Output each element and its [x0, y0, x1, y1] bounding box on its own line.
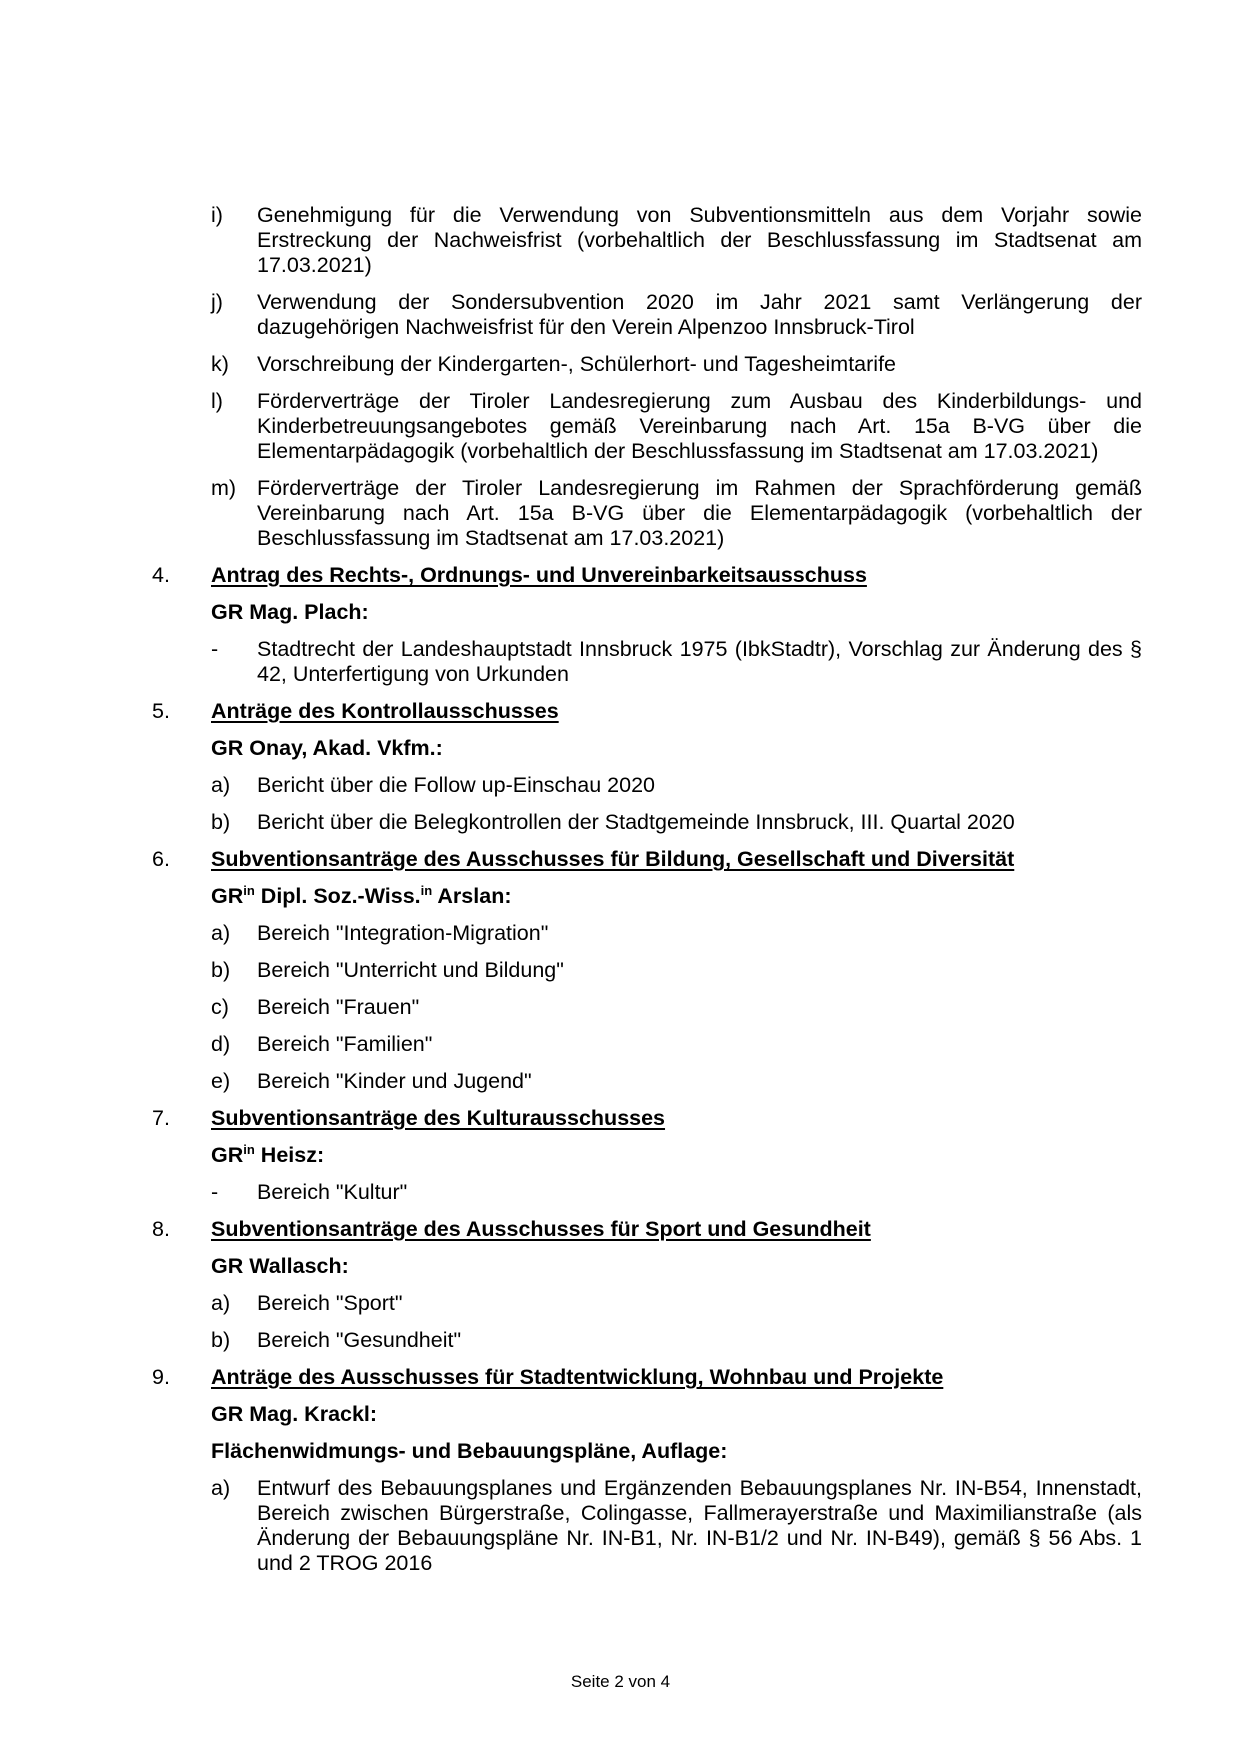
page-number: Seite 2 von 4: [570, 1672, 671, 1691]
item-text: Förderverträge der Tiroler Landesregierung zum Ausbau des Kinderbildungs- und Kinderbetreuungsangebotes gemäß Vereinbarung nach Art. 15a B-VG über die Elementarpädagogik (vorbehaltlich der Beschlussfassung im Stadtsenat am 17.03.2021): [257, 389, 1142, 463]
section-number: 8.: [152, 1217, 170, 1241]
item-label: b): [211, 958, 231, 982]
list-item: [211, 773, 1142, 798]
list-item: [211, 921, 1142, 946]
reporter-name: Arslan:: [432, 884, 512, 908]
reporter: GR Onay, Akad. Vkfm.:: [211, 736, 443, 760]
list-item: [211, 389, 1142, 464]
item-label: k): [211, 352, 229, 376]
section-title: Subventionsanträge des Ausschusses für Sport und Gesundheit: [211, 1217, 871, 1241]
item-text: Bereich "Familien": [257, 1032, 433, 1056]
reporter-superscript: in: [420, 882, 433, 898]
list-item: [211, 1476, 1142, 1576]
section-number: 5.: [152, 699, 170, 723]
reporter-degree: Dipl. Soz.-Wiss.: [254, 884, 421, 908]
section-title: Subventionsanträge des Ausschusses für Bildung, Gesellschaft und Diversität: [211, 847, 1015, 871]
item-label: a): [211, 921, 231, 945]
list-item: [211, 1291, 1142, 1316]
section-title: Antrag des Rechts-, Ordnungs- und Unvereinbarkeitsausschuss: [211, 563, 867, 587]
list-item: [211, 1328, 1142, 1353]
item-text: Förderverträge der Tiroler Landesregierung im Rahmen der Sprachförderung gemäß Vereinbarung nach Art. 15a B-VG über die Elementarpädagogik (vorbehaltlich der Beschlussfassung im Stadtsenat am 17.03.2021): [257, 476, 1142, 550]
reporter-title: GR: [211, 884, 244, 908]
item-text: Genehmigung für die Verwendung von Subventionsmitteln aus dem Vorjahr sowie Erstreckung der Nachweisfrist (vorbehaltlich der Beschlussfassung im Stadtsenat am 17.03.2021): [257, 203, 1142, 277]
list-item: [211, 1069, 1142, 1094]
section-heading-6: [152, 847, 1142, 872]
item-text: Bereich "Gesundheit": [257, 1328, 462, 1352]
list-item: [211, 352, 1142, 377]
reporter-name: Heisz:: [254, 1143, 325, 1167]
section-heading-9: [152, 1365, 1142, 1390]
list-item: [211, 1032, 1142, 1057]
list-item: [211, 290, 1142, 340]
section-number: 6.: [152, 847, 170, 871]
item-text: Bereich "Kultur": [257, 1180, 408, 1204]
reporter: [211, 884, 1142, 909]
item-label: a): [211, 773, 231, 797]
section-title: Anträge des Ausschusses für Stadtentwicklung, Wohnbau und Projekte: [211, 1365, 944, 1389]
item-label: l): [211, 389, 223, 413]
reporter: GR Wallasch:: [211, 1254, 349, 1278]
list-item: [211, 476, 1142, 551]
item-label: j): [211, 290, 223, 314]
reporter-title: GR: [211, 1143, 244, 1167]
item-label: b): [211, 810, 231, 834]
item-text: Bereich "Integration-Migration": [257, 921, 549, 945]
section-heading-4: [152, 563, 1142, 588]
reporter: GR Mag. Krackl:: [211, 1402, 378, 1426]
item-label: -: [211, 637, 219, 661]
subheading: Flächenwidmungs- und Bebauungspläne, Auflage:: [211, 1439, 728, 1463]
list-item: [211, 203, 1142, 278]
section-number: 9.: [152, 1365, 170, 1389]
section-heading-8: [152, 1217, 1142, 1242]
section-number: 7.: [152, 1106, 170, 1130]
item-text: Bereich "Sport": [257, 1291, 403, 1315]
item-text: Bereich "Unterricht und Bildung": [257, 958, 564, 982]
section-title: Anträge des Kontrollausschusses: [211, 699, 559, 723]
list-item: [211, 637, 1142, 687]
item-label: e): [211, 1069, 231, 1093]
section-title: Subventionsanträge des Kulturausschusses: [211, 1106, 666, 1130]
reporter-superscript: in: [243, 882, 255, 898]
list-item: [211, 995, 1142, 1020]
item-text: Stadtrecht der Landeshauptstadt Innsbruck 1975 (IbkStadtr), Vorschlag zur Änderung des § 42, Unterfertigung von Urkunden: [257, 637, 1142, 686]
agenda-content: [152, 203, 1142, 1588]
reporter-superscript: in: [243, 1141, 255, 1157]
list-item: [211, 1180, 1142, 1205]
list-item: [211, 810, 1142, 835]
item-text: Bereich "Kinder und Jugend": [257, 1069, 532, 1093]
item-label: m): [211, 476, 237, 500]
section-number: 4.: [152, 563, 170, 587]
item-text: Bericht über die Follow up-Einschau 2020: [257, 773, 655, 797]
item-text: Bericht über die Belegkontrollen der Stadtgemeinde Innsbruck, III. Quartal 2020: [257, 810, 1015, 834]
section-heading-7: [152, 1106, 1142, 1131]
item-text: Vorschreibung der Kindergarten-, Schülerhort- und Tagesheimtarife: [257, 352, 896, 376]
item-text: Entwurf des Bebauungsplanes und Ergänzenden Bebauungsplanes Nr. IN-B54, Innenstadt, Bereich zwischen Bürgerstraße, Colingasse, Fallmerayerstraße und Maximilianstraße (als Änderung der Bebauungspläne Nr. IN-B1, Nr. IN-B1/2 und Nr. IN-B49), gemäß § 56 Abs. 1 und 2 TROG 2016: [257, 1476, 1142, 1575]
item-label: a): [211, 1291, 231, 1315]
item-label: -: [211, 1180, 219, 1204]
item-label: b): [211, 1328, 231, 1352]
item-label: a): [211, 1476, 231, 1500]
reporter: [211, 1143, 1142, 1168]
list-item: [211, 958, 1142, 983]
section-heading-5: [152, 699, 1142, 724]
reporter: GR Mag. Plach:: [211, 600, 369, 624]
item-text: Bereich "Frauen": [257, 995, 420, 1019]
item-label: d): [211, 1032, 231, 1056]
item-label: i): [211, 203, 223, 227]
item-text: Verwendung der Sondersubvention 2020 im Jahr 2021 samt Verlängerung der dazugehörigen Nachweisfrist für den Verein Alpenzoo Innsbruck-Tirol: [257, 290, 1142, 339]
item-label: c): [211, 995, 229, 1019]
